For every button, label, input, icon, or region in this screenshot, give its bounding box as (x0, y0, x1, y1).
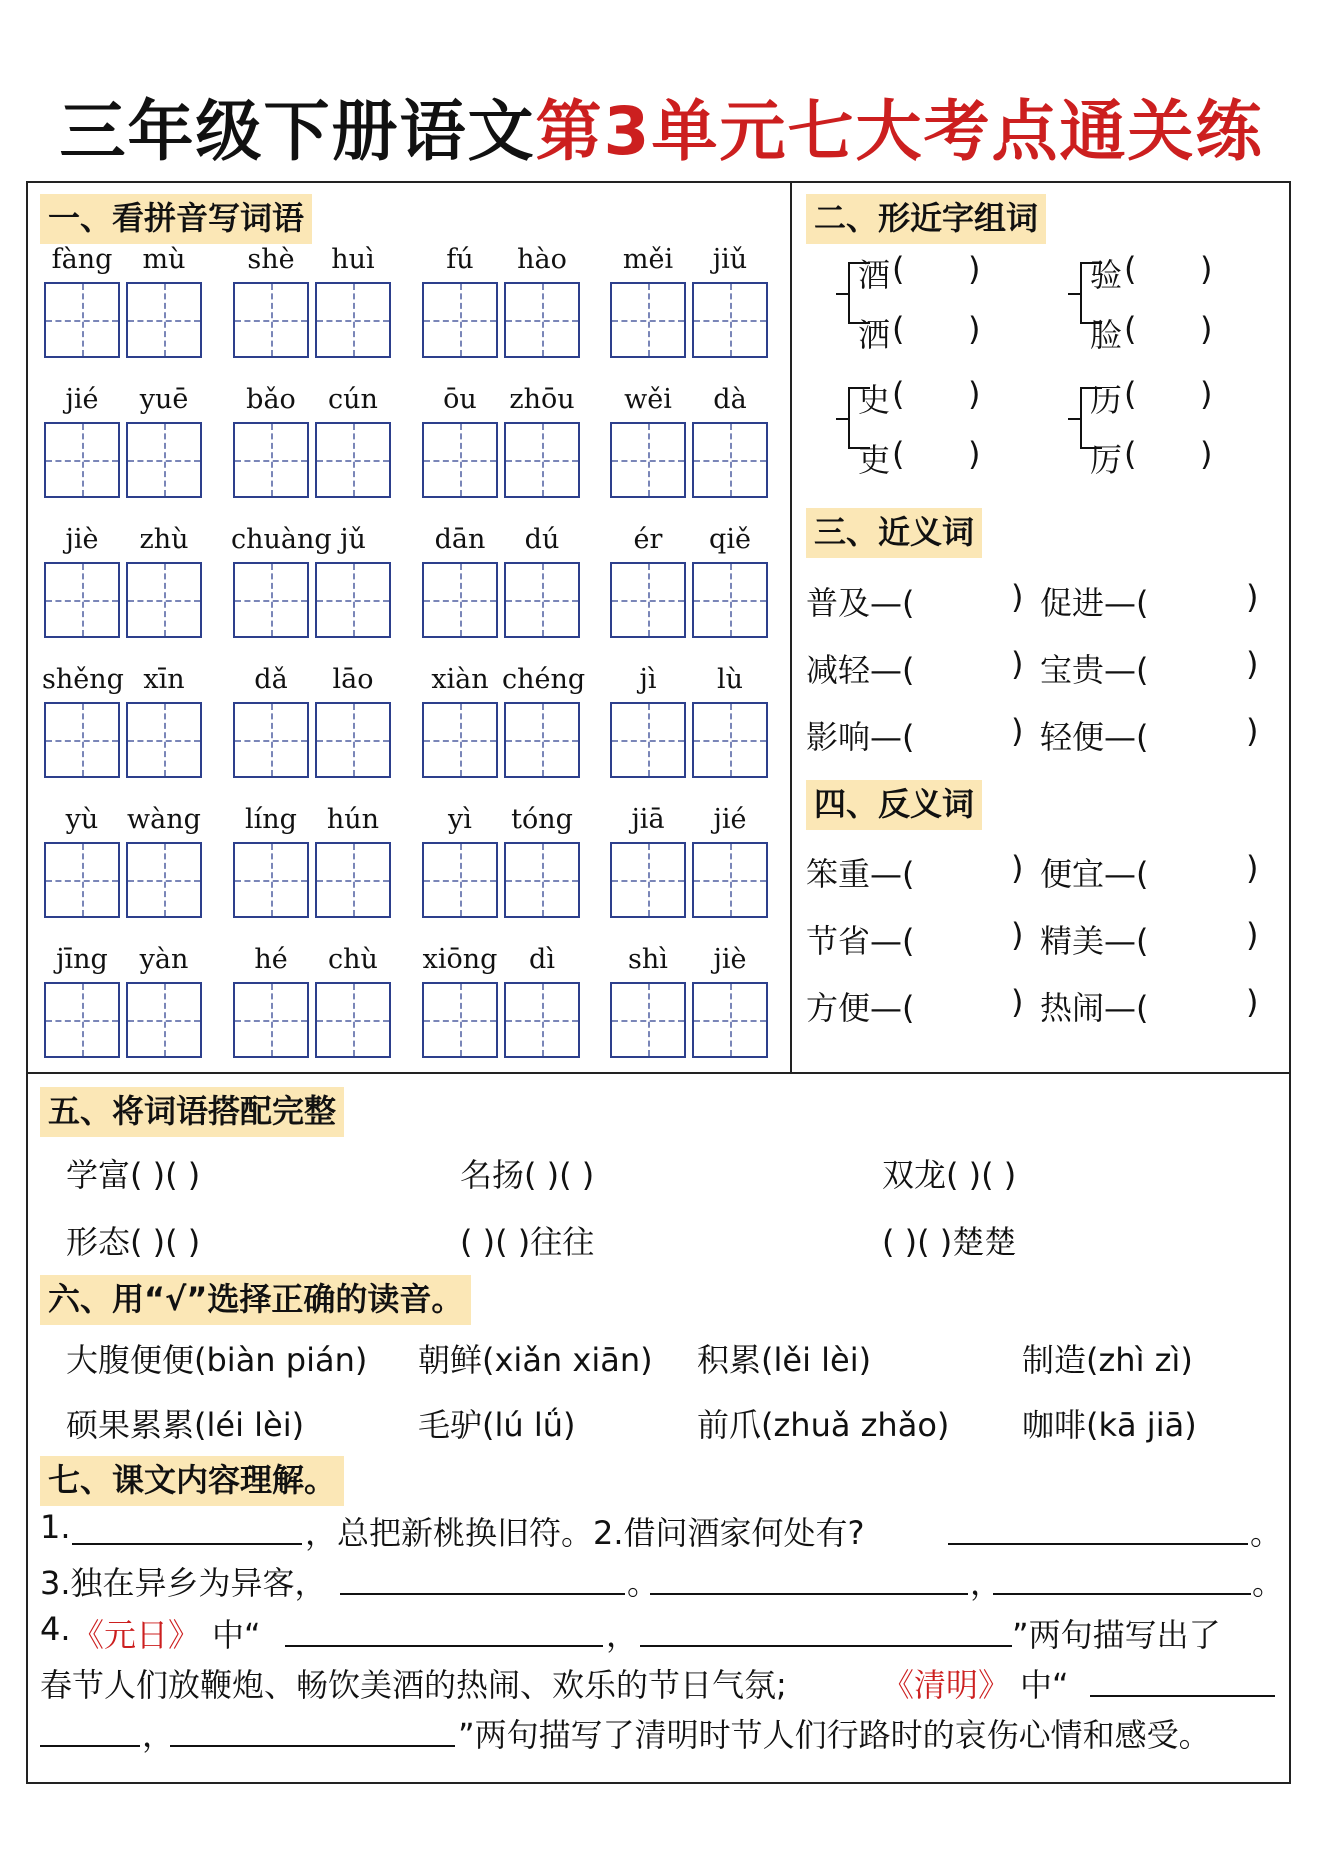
synonyms-item: 促进—( (1040, 584, 1149, 622)
writing-box[interactable] (610, 282, 686, 358)
writing-box[interactable] (126, 702, 202, 778)
paren-close: ) (1011, 578, 1024, 616)
paren-close: ) (968, 250, 981, 288)
match-item-6: ( )( )楚楚 (882, 1223, 1017, 1261)
pinyin-label: jiā (631, 804, 665, 835)
writing-box[interactable] (422, 282, 498, 358)
paren-close: ) (1246, 578, 1259, 616)
q1-text: ，总把新桃换旧符。2.借问酒家何处有? (305, 1514, 865, 1552)
writing-box[interactable] (504, 282, 580, 358)
q4-number: 4. (40, 1610, 71, 1648)
pinyin-label: wàng (127, 804, 201, 835)
writing-box[interactable] (504, 842, 580, 918)
writing-box[interactable] (233, 282, 309, 358)
paren-open: ( (892, 375, 905, 413)
pinyin-label: jiǔ (712, 244, 748, 275)
paren-open: ( (1124, 435, 1137, 473)
q4-title-qingming: 《清明》 (882, 1666, 1011, 1704)
writing-box[interactable] (422, 422, 498, 498)
pinyin-label: bǎo (246, 384, 296, 415)
match-item-3: 双龙( )( ) (882, 1156, 1017, 1194)
writing-box[interactable] (44, 282, 120, 358)
pinyin-label: chù (328, 944, 378, 975)
pinyin-label: tóng (511, 804, 573, 835)
section-3-heading: 三、近义词 (806, 508, 982, 558)
antonyms-item: 节省—( (806, 922, 915, 960)
q3-blank-3[interactable] (993, 1593, 1251, 1595)
writing-box[interactable] (126, 562, 202, 638)
writing-box[interactable] (315, 702, 391, 778)
writing-box[interactable] (315, 842, 391, 918)
writing-box[interactable] (692, 842, 768, 918)
pinyin-label: dì (529, 944, 555, 975)
pinyin-label: yù (65, 804, 99, 835)
paren-close: ) (1200, 435, 1213, 473)
antonyms-item: 方便—( (806, 989, 915, 1027)
q3-text: 3.独在异乡为异客， (40, 1564, 327, 1602)
q3-end: 。 (1252, 1564, 1285, 1602)
q4-line2: 春节人们放鞭炮、畅饮美酒的热闹、欢乐的节日气氛; (40, 1666, 787, 1704)
pinyin-label: ér (633, 524, 663, 555)
paren-open: ( (892, 435, 905, 473)
pinyin-label: dà (713, 384, 747, 415)
q4-comma2: ， (142, 1716, 175, 1754)
synonyms-item: 宝贵—( (1040, 651, 1149, 689)
section-4-heading: 四、反义词 (806, 780, 982, 830)
q2-blank[interactable] (948, 1543, 1248, 1545)
pinyin-label: lāo (332, 664, 374, 695)
pinyin-label: xiōng (422, 944, 498, 975)
writing-box[interactable] (692, 422, 768, 498)
q3-comma: ， (970, 1564, 1003, 1602)
writing-box[interactable] (44, 702, 120, 778)
writing-box[interactable] (233, 982, 309, 1058)
pinyin-label: shè (247, 244, 295, 275)
writing-box[interactable] (610, 842, 686, 918)
page-title (0, 78, 1323, 173)
q3-blank-1[interactable] (340, 1593, 625, 1595)
antonyms-item: 热闹—( (1040, 989, 1149, 1027)
q3-mid: 。 (627, 1564, 660, 1602)
similar-char: 史 (858, 381, 891, 419)
pronunciation-item-7: 前爪(zhuǎ zhǎo) (697, 1406, 950, 1444)
section-7-heading: 七、课文内容理解。 (40, 1456, 344, 1506)
writing-box[interactable] (504, 982, 580, 1058)
pronunciation-item-3: 积累(lěi lèi) (697, 1341, 872, 1379)
writing-box[interactable] (610, 562, 686, 638)
paren-close: ) (1011, 849, 1024, 887)
writing-box[interactable] (233, 422, 309, 498)
writing-box[interactable] (44, 562, 120, 638)
writing-box[interactable] (44, 982, 120, 1058)
paren-close: ) (968, 435, 981, 473)
paren-open: ( (892, 250, 905, 288)
q4-comma: ， (606, 1616, 639, 1654)
writing-box[interactable] (44, 422, 120, 498)
writing-box[interactable] (692, 982, 768, 1058)
paren-open: ( (1124, 250, 1137, 288)
match-item-4: 形态( )( ) (66, 1223, 201, 1261)
paren-close: ) (968, 310, 981, 348)
match-item-5: ( )( )往往 (460, 1223, 595, 1261)
similar-char: 吏 (858, 441, 891, 479)
q1-end: 。 (1250, 1514, 1283, 1552)
paren-close: ) (1011, 983, 1024, 1021)
pinyin-label: ōu (443, 384, 477, 415)
similar-char: 洒 (858, 316, 891, 354)
writing-box[interactable] (126, 282, 202, 358)
writing-box[interactable] (126, 982, 202, 1058)
pinyin-label: hé (254, 944, 288, 975)
writing-box[interactable] (126, 842, 202, 918)
similar-char: 验 (1090, 256, 1123, 294)
pinyin-label: dú (524, 524, 560, 555)
match-item-1: 学富( )( ) (66, 1156, 201, 1194)
writing-box[interactable] (315, 282, 391, 358)
section-6-heading: 六、用“√”选择正确的读音。 (40, 1275, 471, 1325)
pinyin-label: yàn (139, 944, 189, 975)
synonyms-item: 减轻—( (806, 651, 915, 689)
writing-box[interactable] (126, 422, 202, 498)
paren-close: ) (968, 375, 981, 413)
pinyin-label: zhù (139, 524, 189, 555)
writing-box[interactable] (610, 702, 686, 778)
paren-close: ) (1246, 712, 1259, 750)
q4-blank-2[interactable] (640, 1645, 1012, 1647)
similar-char: 酒 (858, 256, 891, 294)
writing-box[interactable] (315, 562, 391, 638)
antonyms-item: 精美—( (1040, 922, 1149, 960)
pinyin-label: lù (716, 664, 744, 695)
similar-char: 历 (1090, 381, 1123, 419)
pinyin-label: shěng (42, 664, 124, 695)
pinyin-label: chéng (502, 664, 586, 695)
writing-box[interactable] (44, 842, 120, 918)
antonyms-item: 便宜—( (1040, 855, 1149, 893)
synonyms-item: 影响—( (806, 718, 915, 756)
paren-close: ) (1246, 983, 1259, 1021)
pinyin-label: jǔ (340, 524, 366, 555)
writing-box[interactable] (233, 842, 309, 918)
pinyin-label: jiè (713, 944, 747, 975)
pinyin-label: fàng (51, 244, 113, 275)
writing-box[interactable] (692, 702, 768, 778)
column-divider (790, 181, 792, 1073)
paren-open: ( (1124, 375, 1137, 413)
q1-blank-1[interactable] (72, 1543, 302, 1545)
writing-box[interactable] (233, 562, 309, 638)
paren-close: ) (1246, 916, 1259, 954)
paren-close: ) (1200, 250, 1213, 288)
paren-close: ) (1246, 849, 1259, 887)
writing-box[interactable] (233, 702, 309, 778)
q4-blank-4[interactable] (170, 1745, 455, 1747)
pronunciation-item-8: 咖啡(kā jiā) (1022, 1406, 1197, 1444)
paren-close: ) (1200, 375, 1213, 413)
pinyin-label: dān (434, 524, 486, 555)
q4-blank-1[interactable] (285, 1645, 603, 1647)
pronunciation-item-6: 毛驴(lú lǘ) (418, 1406, 576, 1444)
writing-box[interactable] (610, 422, 686, 498)
paren-close: ) (1011, 645, 1024, 683)
q1-number: 1. (40, 1508, 71, 1546)
title-red: 第3单元七大考点通关练 (535, 93, 1264, 170)
pinyin-label: chuàng (231, 524, 332, 555)
synonyms-item: 普及—( (806, 584, 915, 622)
pinyin-label: shì (628, 944, 668, 975)
pinyin-label: yuē (139, 384, 189, 415)
pinyin-label: líng (245, 804, 297, 835)
pronunciation-item-4: 制造(zhì zì) (1022, 1341, 1193, 1379)
section-1-heading: 一、看拼音写词语 (40, 194, 312, 244)
writing-box[interactable] (504, 422, 580, 498)
section-2-heading: 二、形近字组词 (806, 194, 1046, 244)
writing-box[interactable] (422, 562, 498, 638)
writing-box[interactable] (422, 702, 498, 778)
writing-box[interactable] (610, 982, 686, 1058)
q3-blank-2[interactable] (650, 1593, 968, 1595)
pinyin-label: dǎ (254, 664, 288, 695)
q4-end2: ”两句描写了清明时节人们行路时的哀伤心情和感受。 (458, 1716, 1211, 1754)
writing-box[interactable] (315, 982, 391, 1058)
synonyms-item: 轻便—( (1040, 718, 1149, 756)
paren-close: ) (1200, 310, 1213, 348)
pinyin-label: hún (326, 804, 380, 835)
row-divider (26, 1072, 1291, 1074)
pinyin-label: jié (65, 384, 99, 415)
paren-open: ( (1124, 310, 1137, 348)
section-5-heading: 五、将词语搭配完整 (40, 1087, 344, 1137)
pinyin-label: mù (142, 244, 186, 275)
q4-zhong2: 中“ (1020, 1666, 1069, 1704)
writing-box[interactable] (315, 422, 391, 498)
pinyin-label: měi (622, 244, 674, 275)
pinyin-label: hào (517, 244, 567, 275)
pinyin-label: fú (446, 244, 474, 275)
pinyin-label: cún (328, 384, 378, 415)
pinyin-label: jiè (65, 524, 99, 555)
pinyin-label: huì (331, 244, 375, 275)
paren-close: ) (1011, 712, 1024, 750)
writing-box[interactable] (422, 982, 498, 1058)
writing-box[interactable] (692, 282, 768, 358)
pinyin-label: zhōu (509, 384, 575, 415)
pinyin-label: wěi (624, 384, 672, 415)
pinyin-label: qiě (709, 524, 751, 555)
pinyin-label: xīn (143, 664, 185, 695)
q4-end1: ”两句描写出了 (1012, 1616, 1221, 1654)
pinyin-label: yì (448, 804, 472, 835)
pinyin-label: jīng (56, 944, 108, 975)
q4-blank-3b[interactable] (40, 1745, 140, 1747)
similar-char: 厉 (1090, 441, 1123, 479)
paren-open: ( (892, 310, 905, 348)
pinyin-label: jié (713, 804, 747, 835)
paren-close: ) (1011, 916, 1024, 954)
q4-title-yuanri: 《元日》 (72, 1616, 201, 1654)
writing-box[interactable] (504, 702, 580, 778)
pronunciation-item-2: 朝鲜(xiǎn xiān) (418, 1341, 653, 1379)
pinyin-label: xiàn (431, 664, 489, 695)
similar-char: 脸 (1090, 316, 1123, 354)
match-item-2: 名扬( )( ) (460, 1156, 595, 1194)
q4-zhong: 中“ (212, 1616, 261, 1654)
pronunciation-item-1: 大腹便便(biàn pián) (66, 1341, 368, 1379)
paren-close: ) (1246, 645, 1259, 683)
title-black: 三年级下册语文 (59, 93, 536, 170)
writing-box[interactable] (504, 562, 580, 638)
antonyms-item: 笨重—( (806, 855, 915, 893)
pronunciation-item-5: 硕果累累(léi lèi) (66, 1406, 305, 1444)
writing-box[interactable] (422, 842, 498, 918)
q4-blank-3a[interactable] (1090, 1695, 1275, 1697)
writing-box[interactable] (692, 562, 768, 638)
pinyin-label: jì (639, 664, 657, 695)
